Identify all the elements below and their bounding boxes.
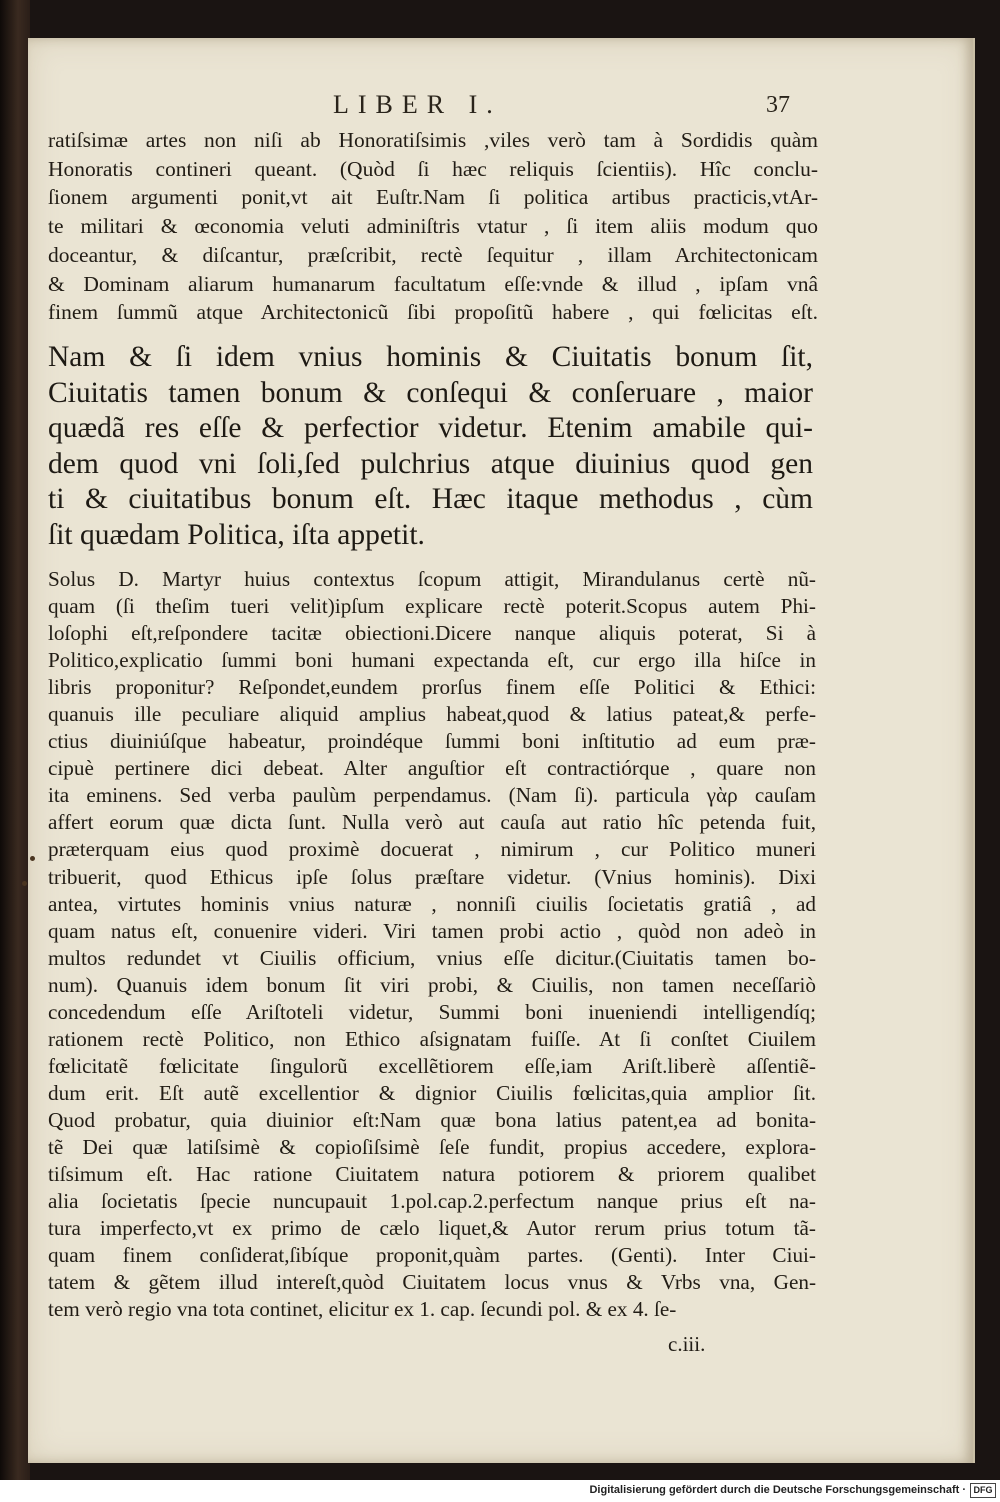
text-line: quædã res eſſe & perfectior videtur. Etenim amabile qui- <box>48 412 813 445</box>
text-line: te militari & œconomia veluti adminiſtris vtatur , ſi item aliis modum quo <box>48 214 818 239</box>
text-line: quam natus eſt, conuenire videri. Viri tamen probi actio , quòd non adeò in <box>48 918 816 943</box>
text-line: tiſsimum eſt. Hac ratione Ciuitatem natura potiorem & priorem qualibet <box>48 1162 816 1187</box>
ink-spot <box>30 856 35 861</box>
text-line: Quod probatur, quia diuinior eſt:Nam quæ bona latius patent,ea ad bonita- <box>48 1107 816 1132</box>
text-line: ctius diuiniúſque habeatur, proindéque ſummi boni inſtitutio ad eum præ- <box>48 729 816 754</box>
catchword: c.iii. <box>668 1332 706 1356</box>
text-line: tẽ Dei quæ latiſsimè & copioſiſsimè ſeſe fundit, propius accedere, explora- <box>48 1134 816 1159</box>
text-line: tura imperfecto,vt ex primo de cælo liquet,& Autor rerum prius totum tã- <box>48 1216 816 1241</box>
text-line: quanuis ille peculiare aliquid amplius habeat,quod & latius pateat,& perfe- <box>48 702 816 727</box>
text-line: concedendum eſſe Ariſtoteli videtur, Summi boni inueniendi intelligendíq; <box>48 999 816 1024</box>
text-line: tribuerit, quod Ethicus ipſe ſolus præſtare videtur. (Vnius hominis). Dixi <box>48 864 816 889</box>
text-line: rationem rectè Politico, non Ethico aſsignatam fuiſſe. At ſi conſtet Ciuilem <box>48 1026 816 1051</box>
text-line: ſionem argumenti ponit,vt ait Euſtr.Nam ſi politica artibus practicis,vtAr- <box>48 185 818 210</box>
text-line: Politico,explicatio ſummi boni humani expectanda eſt, cur ergo illa hiſce in <box>48 648 816 673</box>
text-line: ita eminens. Sed verba paulùm perpendamus. (Nam ſi). particula γὰρ cauſam <box>48 783 816 808</box>
text-line: Ciuitatis tamen bonum & conſequi & conſeruare , maior <box>48 376 813 409</box>
text-line: doceantur, & diſcantur, præſcribit, rectè ſequitur , illam Architectonicam <box>48 242 818 267</box>
text-line: quam (ſi theſim tueri velit)ipſum explicare rectè poterit.Scopus autem Phi- <box>48 594 816 619</box>
text-line: Honoratis contineri queant. (Quòd ſi hæc reliquis ſcientiis). Hîc conclu- <box>48 156 818 181</box>
book-edge <box>0 0 30 1480</box>
text-line: ſit quædam Politica, iſta appetit. <box>48 518 425 551</box>
text-line: libris proponitur? Reſpondet,eundem prorſus finem eſſe Politici & Ethici: <box>48 675 816 700</box>
digitization-footer <box>0 1480 1000 1502</box>
text-line: affert eorum quæ dicta ſunt. Nulla verò aut cauſa aut ratio hîc petenda fuit, <box>48 810 816 835</box>
text-line: num). Quanuis idem bonum ſit viri probi, & Ciuilis, non tamen neceſſariò <box>48 972 816 997</box>
aristotle-text-paragraph <box>48 340 813 554</box>
text-line: alia ſocietatis ſpecie nuncupauit 1.pol.cap.2.perfectum nanque prius eſt na- <box>48 1189 816 1214</box>
text-line: tem verò regio vna tota continet, elicitur ex 1. cap. ſecundi pol. & ex 4. ſe- <box>48 1297 677 1322</box>
text-line: quam finem conſiderat,ſibíque proponit,quàm partes. (Genti). Inter Ciui- <box>48 1243 816 1268</box>
text-line: ratiſsimæ artes non niſi ab Honoratiſsimis ,viles verò tam à Sordidis quàm <box>48 128 818 152</box>
text-line: fœlicitatẽ fœlicitate ſingulorũ excellẽtiorem eſſe,iam Ariſt.liberè aſſentiẽ- <box>48 1053 816 1078</box>
text-line: præterquam eius quod proximè docuerat , nimirum , cur Politico muneri <box>48 837 816 862</box>
running-head: LIBER I. <box>333 90 502 119</box>
text-line: Solus D. Martyr huius contextus ſcopum attigit, Mirandulanus certè nũ- <box>48 567 816 591</box>
commentary-paragraph-1 <box>48 126 818 327</box>
text-line: & Dominam aliarum humanarum facultatum eſſe:vnde & illud , ipſam vnâ <box>48 271 818 296</box>
page-number: 37 <box>766 92 790 118</box>
book-page <box>28 38 975 1463</box>
text-line: loſophi eſt,reſpondere tacitæ obiectioni.Dicere nanque aliquis poterat, Si à <box>48 621 816 646</box>
text-line: Nam & ſi idem vnius hominis & Ciuitatis bonum ſit, <box>48 341 813 373</box>
text-line: dum erit. Eſt autẽ excellentior & dignior Ciuilis fœlicitas,quia amplior ſit. <box>48 1080 816 1105</box>
commentary-paragraph-2 <box>48 566 816 1323</box>
text-line: multos redundet vt Ciuilis officium, vnius eſſe dicitur.(Ciuitatis tamen bo- <box>48 945 816 970</box>
ink-spot <box>22 881 27 886</box>
funding-credit: Digitalisierung gefördert durch die Deutsche Forschungsgemeinschaft · <box>589 1484 966 1496</box>
dfg-logo: DFG <box>970 1483 996 1498</box>
text-line: tatem & gẽtem illud intereſt,quòd Ciuitatem locus vnus & Vrbs vna, Gen- <box>48 1270 816 1295</box>
text-line: finem ſummũ atque Architectonicũ ſibi propoſitũ habere , qui fœlicitas eſt. <box>48 300 818 325</box>
text-line: antea, virtutes hominis vnius naturæ , nonniſi ciuilis ſocietatis gratiâ , ad <box>48 891 816 916</box>
page-header <box>28 90 973 130</box>
text-line: cipuè pertinere dici debeat. Alter anguſtior eſt contractiórque , quare non <box>48 756 816 781</box>
text-line: dem quod vni ſoli,ſed pulchrius atque diuinius quod gen <box>48 447 813 480</box>
text-line: ti & ciuitatibus bonum eſt. Hæc itaque methodus , cùm <box>48 483 813 516</box>
